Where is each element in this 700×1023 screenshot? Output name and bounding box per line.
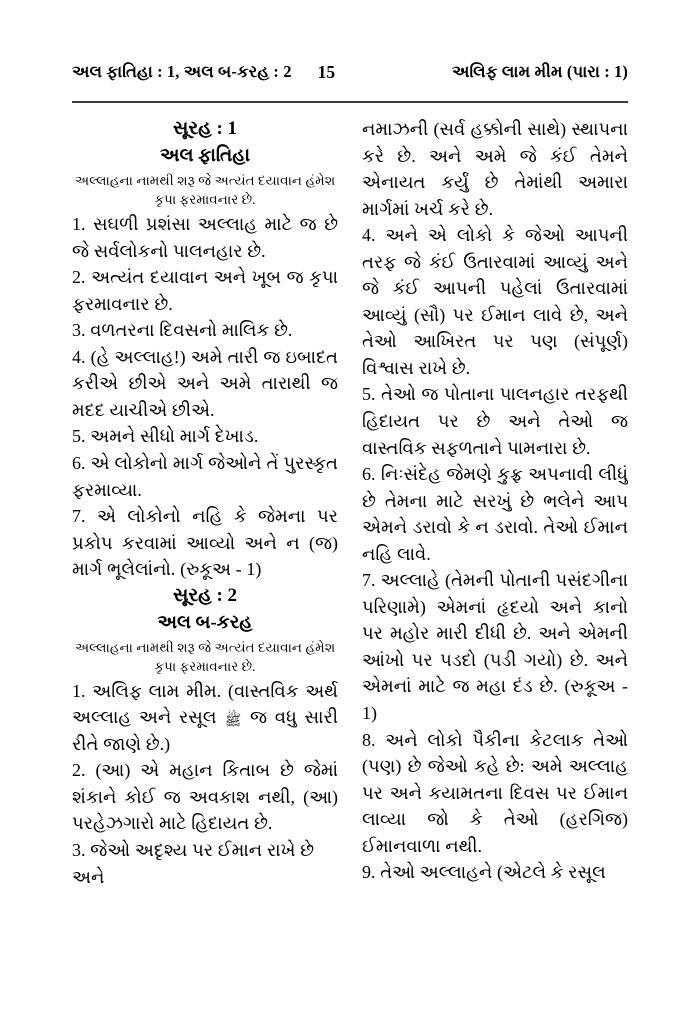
ayah-verse: 1. સઘળી પ્રશંસા અલ્લાહ માટે જ છે જે સર્વલોકનો પાલનહાર છે. — [72, 214, 338, 261]
surah-1-name: અલ ફાતિહા — [159, 145, 250, 166]
ayah-verse: 5. તેઓ જ પોતાના પાલનહાર તરફથી હિદાયત પર છે અને તેઓ જ વાસ્તવિક સફળતાને પામનારા છે. — [362, 384, 628, 458]
surah-1-bismillah: અલ્લાહના નામથી શરૂ જે અત્યંત દયાવાન હંમેશ કૃપા ફરમાવનાર છે. — [74, 172, 336, 207]
page-number: 15 — [317, 62, 336, 82]
header-divider-rule — [72, 101, 628, 103]
ayah-verse: 4. (હે અલ્લાહ!) અમે તારી જ ઇબાદત કરીએ છીએ અને અમે તારાથી જ મદદ યાચીએ છીએ. — [72, 346, 338, 420]
left-column — [72, 116, 338, 961]
ayah-text-before-symbol: 1. અલિફ લામ મીમ. (વાસ્તવિક અર્થ અલ્લાહ અને રસૂલ — [72, 680, 338, 728]
ayah-verse: 5. અમને સીધો માર્ગ દેખાડ. — [72, 426, 259, 447]
sallallahu-alayhi-wasallam-icon: ﷺ — [225, 713, 242, 730]
surah-2-bismillah: અલ્લાહના નામથી શરૂ જે અત્યંત દયાવાન હંમેશ કૃપા ફરમાવનાર છે. — [74, 639, 336, 674]
ayah-verse: 7. અલ્લાહે (તેમની પોતાની પસંદગીના પરિણામે) એમનાં હૃદયો અને કાનો પર મહોર મારી દીધી છે. અને એમની આંખો પર પડદો (પડી ગયો) છે. અને એમનાં માટે જ મહા દંડ છે. (રુકૂઅ - 1) — [362, 570, 628, 724]
surah-2-title: સૂરહ : 2 — [172, 584, 238, 606]
surah-1-title: સૂરહ : 1 — [172, 118, 238, 139]
ayah-verse: 8. અને લોકો પૈકીના કેટલાક તેઓ (પણ) છે જેઓ કહે છે: અમે અલ્લાહ પર અને કયામતના દિવસ પર ઈમાન લાવ્યા જો કે તેઓ (હરગિજ) ઈમાનવાળા નથી. — [362, 729, 628, 856]
ayah-verse — [72, 678, 338, 758]
running-header — [72, 62, 628, 92]
right-column — [362, 116, 628, 961]
ayah-verse: 6. એ લોકોનો માર્ગ જેઓને તેં પુરસ્કૃત ફરમાવ્યા. — [72, 452, 338, 500]
ayah-verse: 3. જેઓ અદૃશ્ય પર ઈમાન રાખે છે અને — [72, 840, 315, 887]
ayah-verse: 6. નિઃસંદેહ જેમણે કુફ્ર અપનાવી લીધું છે તેમના માટે સરખું છે ભલેને આપ એમને ડરાવો કે ન ડરાવો. તેઓ ઈમાન નહિ લાવે. — [362, 464, 628, 564]
two-column-body — [72, 116, 628, 961]
surah-2-name: અલ બ-કરહ — [157, 612, 253, 633]
ayah-verse-continued: નમાઝની (સર્વ હક્કોની સાથે) સ્થાપના કરે છે. અને અમે જે કંઈ તેમને એનાયત કર્યું છે તેમાંથી અમારા માર્ગમાં ખર્ચ કરે છે. — [362, 119, 628, 219]
ayah-verse: 2. અત્યંત દયાવાન અને ખૂબ જ કૃપા ફરમાવનાર છે. — [72, 267, 338, 314]
ayah-verse: 3. વળતરના દિવસનો માલિક છે. — [72, 320, 293, 341]
ayah-verse: 7. એ લોકોનો નહિ કે જેમના પર પ્રકોપ કરવામાં આવ્યો અને ન (જ) માર્ગ ભૂલેલાંનો. (રુકૂઅ - 1) — [72, 506, 338, 580]
ayah-text-after-symbol: જ વધુ સારી રીતે જાણે છે.) — [72, 707, 338, 754]
ayah-verse: 2. (આ) એ મહાન કિતાબ છે જેમાં શંકાને કોઈ જ અવકાશ નથી, (આ) પરહેઝગારો માટે હિદાયત છે. — [72, 760, 338, 834]
ayah-verse: 9. તેઓ અલ્લાહને (એટલે કે રસૂલ — [362, 862, 606, 883]
header-surah-reference: અલ ફાતિહા : 1, અલ બ-કરહ : 2 — [72, 62, 292, 81]
header-juz-reference: અલિફ લામ મીમ (પારા : 1) — [451, 62, 628, 81]
ayah-verse: 4. અને એ લોકો કે જેઓ આપની તરફ જે કંઈ ઉતારવામાં આવ્યું અને જે કંઈ આપની પહેલાં ઉતારવામાં આવ્યું (સૌ) પર ઈમાન લાવે છે, અને તેઓ આખિરત પર પણ (સંપૂર્ણ) વિશ્વાસ રાખે છે. — [362, 225, 628, 378]
